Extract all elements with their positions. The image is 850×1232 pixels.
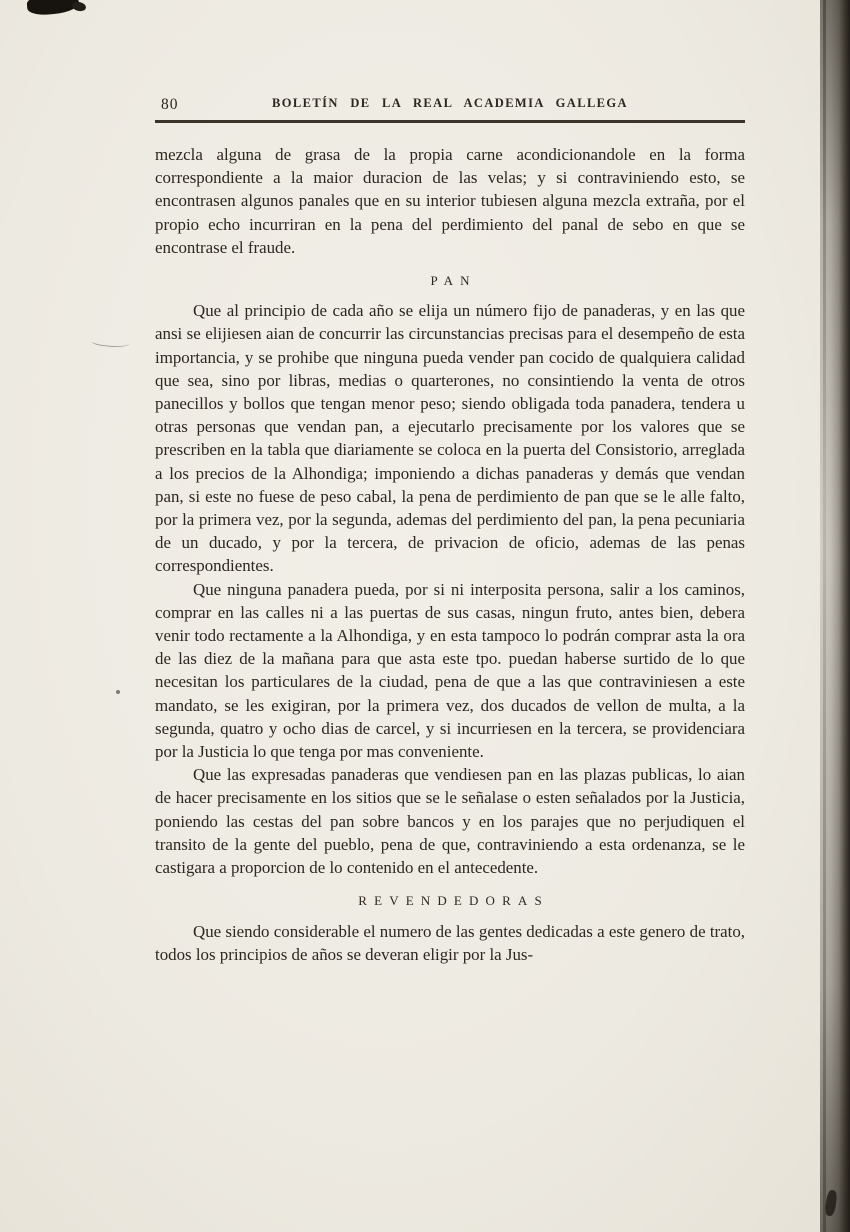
section-heading-revendedoras: REVENDEDORAS	[358, 893, 549, 909]
scan-smudge-top-left-small	[71, 1, 87, 13]
journal-title: BOLETÍN DE LA REAL ACADEMIA GALLEGA	[272, 96, 628, 110]
paragraph-panaderas-reglas: Que al principio de cada año se elija un número fijo de panaderas, y en las que ansi se elijiesen aian de concurrir las circunstancias precisas para el desempeño de esta importancia, y se prohibe que ninguna pueda vender pan cocido de qualquiera calidad que sea, sino por libras, medias o quarterones, no consintiendo la venta de otros panecillos y bollos que tengan menor peso; siendo obligada toda panadera, tendera u otras personas que vendan pan, a ejecutarlo precisamente por los valores que se prescriben en la tabla que diariamente se coloca en la puerta del Consistorio, arreglada a los precios de la Alhondiga; imponiendo a dichas panaderas y demás que vendan pan, si este no fuese de peso cabal, la pena de perdimiento de pan que se le alle falto, por la primera vez, por la segunda, ademas del perdimiento del pan, la pena pecuniaria de un ducado, y por la tercera, de privacion de oficio, ademas de las penas correspondientes.	[155, 301, 745, 576]
page-text-block	[155, 143, 745, 966]
paragraph-revendedoras-inicio: Que siendo considerable el numero de las gentes dedicadas a este genero de trato, todos los principios de años se deveran eligir por la Jus-	[155, 921, 745, 964]
paragraph-panaderas-plazas: Que las expresadas panaderas que vendiesen pan en las plazas publicas, lo aian de hacer precisamente en los sitios que se le señalase o esten señalados por la Justicia, poniendo las cestas del pan sobre bancos y en los parajes que no perjudiquen el transito de la gente del pueblo, pena de que, contraviniendo a esta ordenanza, se le castigara a proporcion de lo contenido en el antecedente.	[155, 765, 745, 878]
scan-smudge-top-left	[26, 0, 80, 16]
page-header	[155, 96, 745, 118]
margin-ink-dot	[116, 690, 120, 694]
paragraph-velas-continuation: mezcla alguna de grasa de la propia carne acondicionandole en la forma correspondiente a la maior duracion de las velas; y si contraviniendo esto, se encontrasen algunos panales que en su interior tubiesen alguna mezcla extraña, por el propio echo incurriran en la pena del perdimiento del panal de sebo en que se encontrase el fraude.	[155, 145, 745, 257]
page-binding-shadow	[820, 0, 850, 1232]
page-number: 80	[161, 96, 179, 113]
header-rule	[155, 120, 745, 123]
section-heading-pan: PAN	[430, 273, 477, 289]
margin-pencil-mark	[91, 334, 130, 350]
paragraph-panaderas-compras: Que ninguna panadera pueda, por si ni interposita persona, salir a los caminos, comprar en las calles ni a las puertas de sus casas, ningun fruto, antes bien, debera venir todo rectamente a la Alhondiga, y en esta tampoco lo podrán comprar asta la ora de las diez de la mañana para que asta este tpo. puedan haberse surtido de lo que necesitan los particulares de la ciudad, pena de que a las que contraviniesen a este mandato, se les exigiran, por la primera vez, dos ducados de vellon de multa, a la segunda, quatro y ocho dias de carcel, y si incurriesen en la tercera, se providenciara por la Justicia lo que tenga por mas conveniente.	[155, 579, 745, 762]
